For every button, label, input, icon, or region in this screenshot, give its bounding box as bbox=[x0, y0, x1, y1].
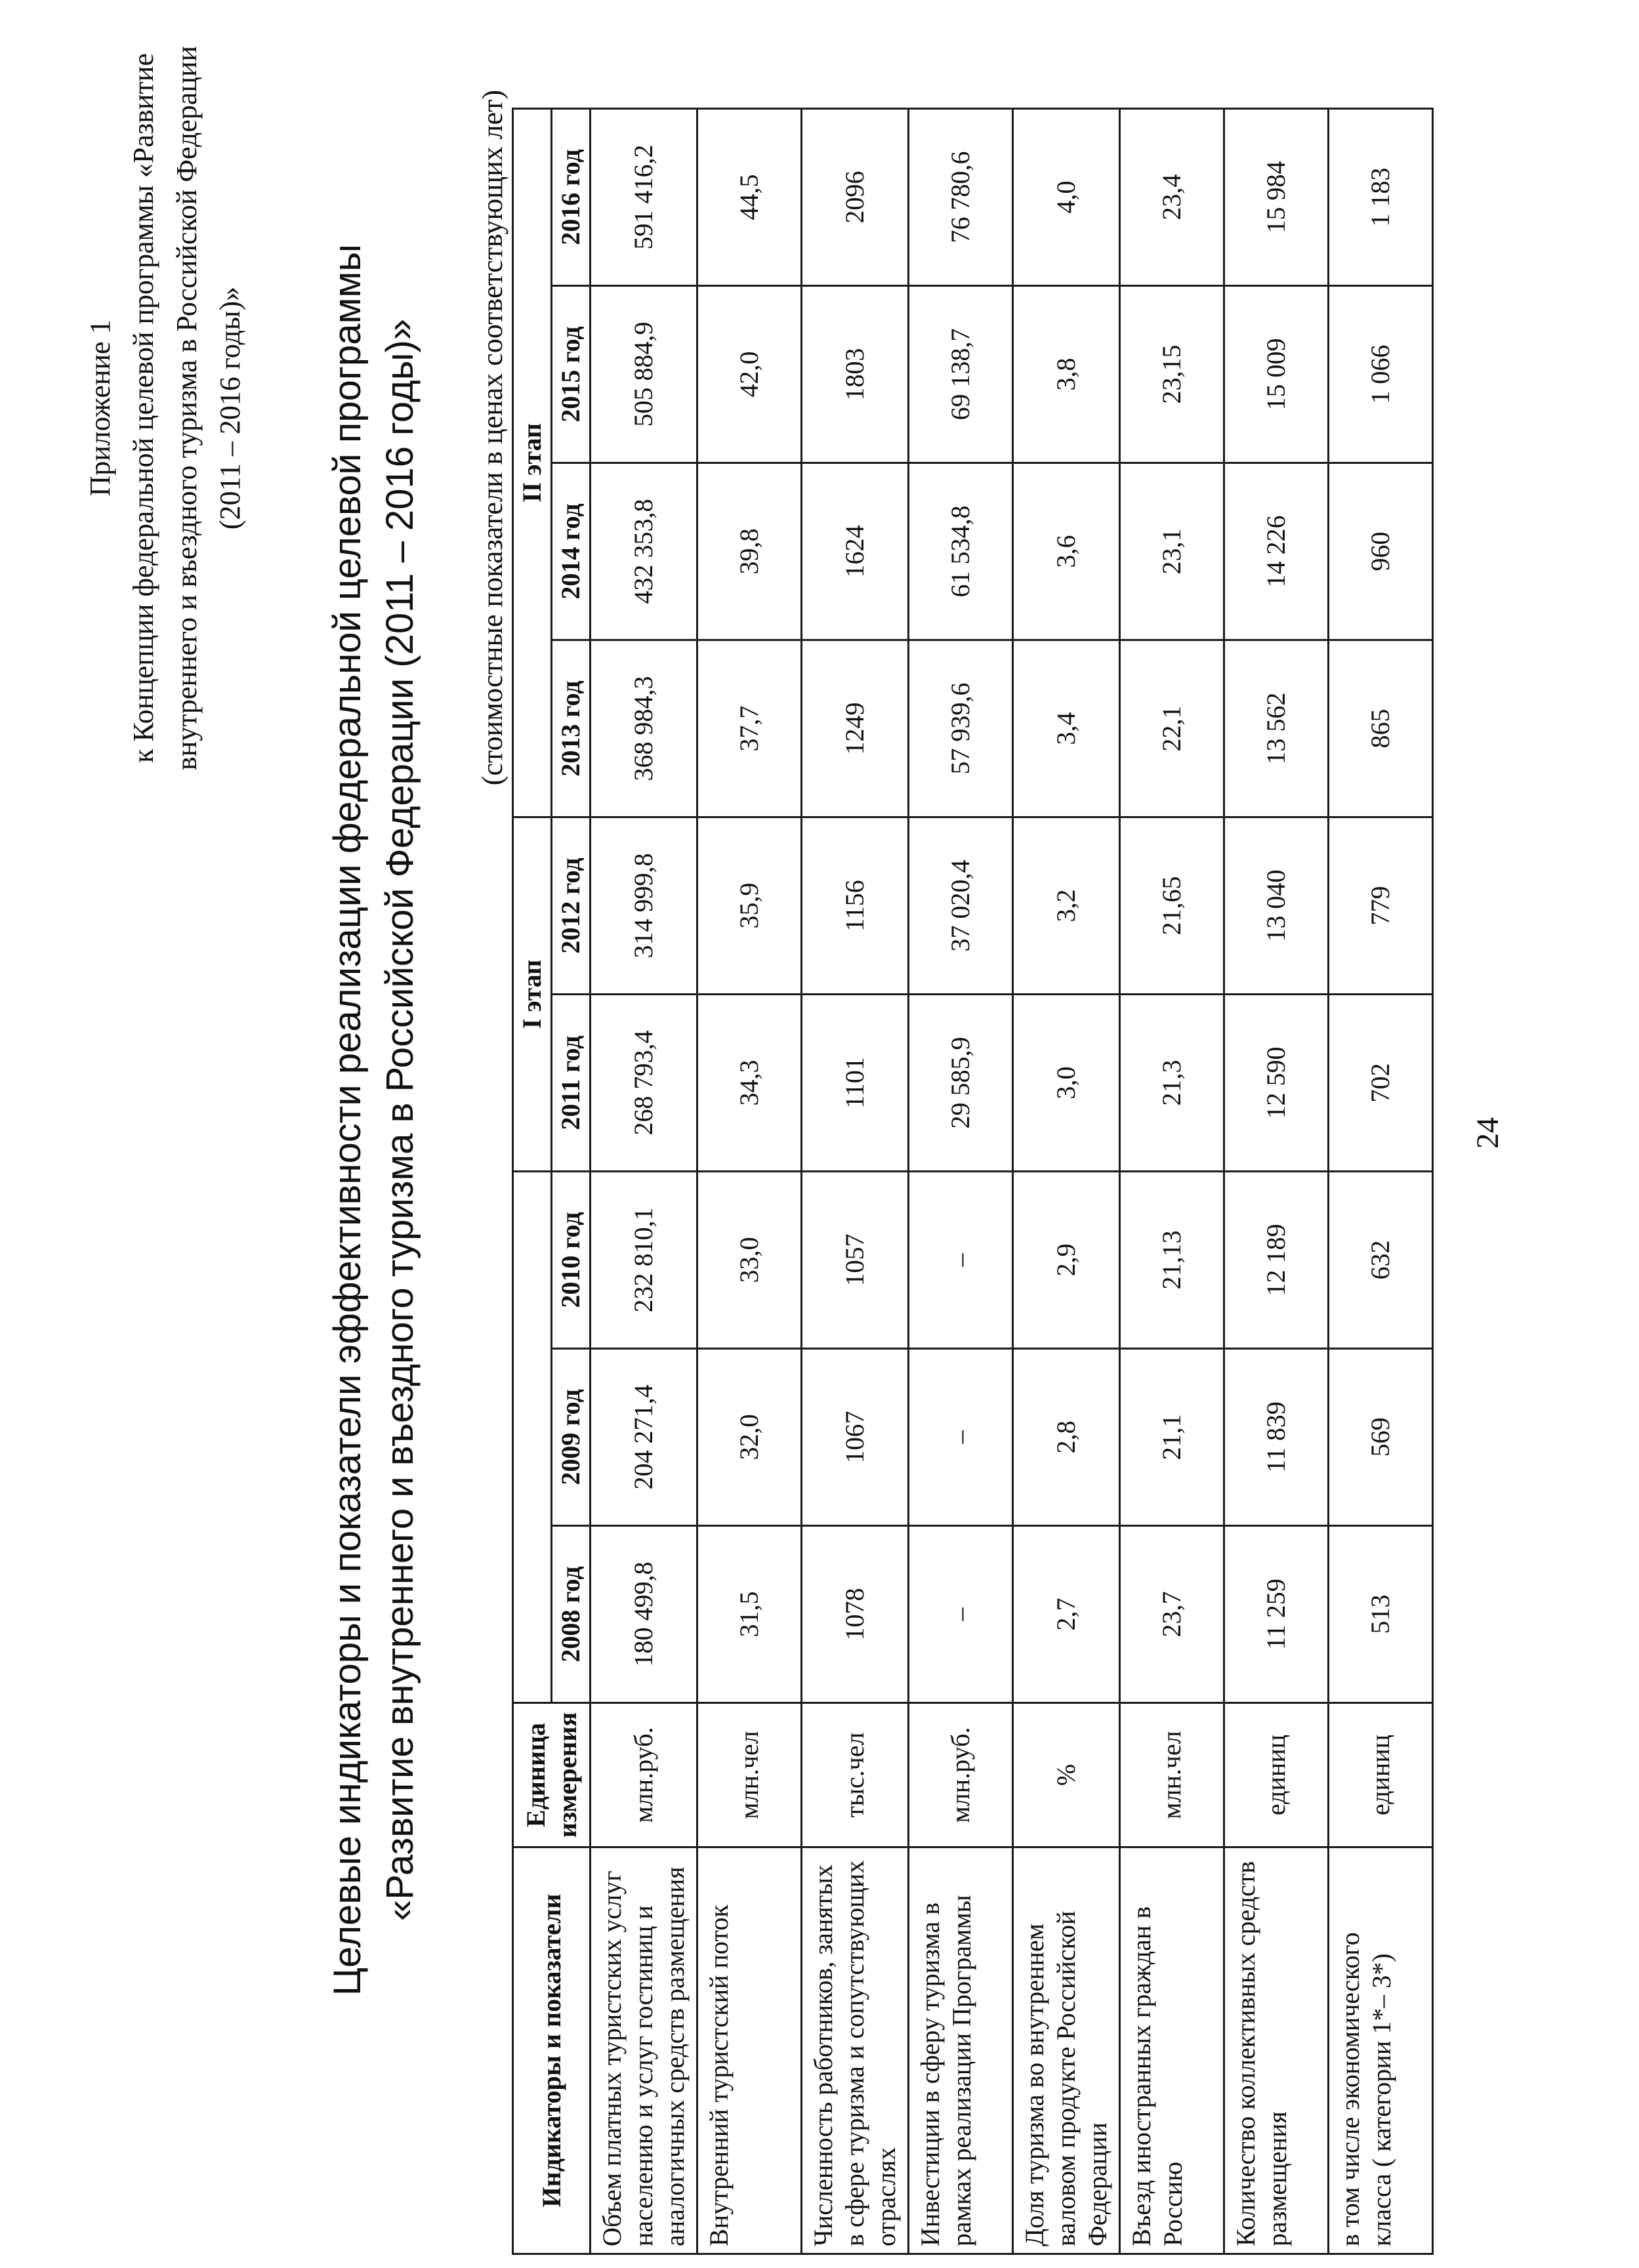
table-row bbox=[1013, 108, 1120, 2254]
value-cell: 1 066 bbox=[1329, 285, 1433, 463]
appendix-line-4: (2011 – 2016 годы)» bbox=[214, 286, 246, 530]
value-cell: 69 138,7 bbox=[909, 285, 1013, 463]
unit-cell: млн.руб. bbox=[591, 1703, 697, 1847]
value-cell: 42,0 bbox=[697, 285, 802, 463]
value-cell: 14 226 bbox=[1224, 463, 1329, 640]
value-cell: 37,7 bbox=[697, 640, 802, 817]
unit-cell: единиц bbox=[1224, 1703, 1329, 1847]
year-header: 2012 год bbox=[552, 817, 591, 994]
header-row-stages bbox=[513, 108, 552, 2254]
value-cell: 12 590 bbox=[1224, 994, 1329, 1171]
value-cell: 29 585,9 bbox=[909, 994, 1013, 1171]
indicator-label: Объем платных туристских услуг населению и услуг гостиниц и аналогичных средств размещения bbox=[591, 1847, 697, 2254]
unit-cell: млн.руб. bbox=[909, 1703, 1013, 1847]
value-cell: – bbox=[909, 1526, 1013, 1703]
unit-cell: млн.чел bbox=[697, 1703, 802, 1847]
title-line-1: Целевые индикаторы и показатели эффективности реализации федеральной целевой программы bbox=[326, 244, 369, 1996]
table-row bbox=[1120, 108, 1224, 2254]
year-header: 2008 год bbox=[552, 1526, 591, 1703]
value-cell: – bbox=[909, 1171, 1013, 1348]
indicator-label: Доля туризма во внутреннем валовом продукте Российской Федерации bbox=[1013, 1847, 1120, 2254]
value-cell: 569 bbox=[1329, 1349, 1433, 1526]
base-years-header bbox=[513, 1171, 552, 1702]
value-cell: 314 999,8 bbox=[591, 817, 697, 994]
value-cell: 13 040 bbox=[1224, 817, 1329, 994]
value-cell: 1101 bbox=[802, 994, 909, 1171]
value-cell: 15 984 bbox=[1224, 108, 1329, 285]
value-cell: 21,65 bbox=[1120, 817, 1224, 994]
indicators-table bbox=[512, 108, 1434, 2255]
stage-2-header: II этап bbox=[513, 108, 552, 817]
value-cell: 23,4 bbox=[1120, 108, 1224, 285]
value-cell: 11 259 bbox=[1224, 1526, 1329, 1703]
value-cell: 180 499,8 bbox=[591, 1526, 697, 1703]
value-cell: 1 183 bbox=[1329, 108, 1433, 285]
table-row bbox=[591, 108, 697, 2254]
value-cell: 76 780,6 bbox=[909, 108, 1013, 285]
value-cell: 2096 bbox=[802, 108, 909, 285]
value-cell: 702 bbox=[1329, 994, 1433, 1171]
unit-cell: % bbox=[1013, 1703, 1120, 1847]
value-cell: 21,1 bbox=[1120, 1349, 1224, 1526]
value-cell: 12 189 bbox=[1224, 1171, 1329, 1348]
value-cell: 513 bbox=[1329, 1526, 1433, 1703]
appendix-line-1: Приложение 1 bbox=[84, 320, 116, 497]
value-cell: 1057 bbox=[802, 1171, 909, 1348]
year-header: 2009 год bbox=[552, 1349, 591, 1526]
page-number: 24 bbox=[1470, 1117, 1505, 1149]
value-cell: 2,7 bbox=[1013, 1526, 1120, 1703]
unit-cell: тыс.чел bbox=[802, 1703, 909, 1847]
value-cell: 21,3 bbox=[1120, 994, 1224, 1171]
value-cell: 22,1 bbox=[1120, 640, 1224, 817]
year-header: 2010 год bbox=[552, 1171, 591, 1348]
value-cell: 61 534,8 bbox=[909, 463, 1013, 640]
unit-column-header: Единица измерения bbox=[513, 1703, 591, 1847]
table-row bbox=[697, 108, 802, 2254]
value-cell: 1803 bbox=[802, 285, 909, 463]
value-cell: 32,0 bbox=[697, 1349, 802, 1526]
table-row bbox=[1329, 108, 1433, 2254]
appendix-line-3: внутреннего и въездного туризма в Российской Федерации bbox=[171, 45, 203, 771]
value-cell: 1078 bbox=[802, 1526, 909, 1703]
value-cell: 3,6 bbox=[1013, 463, 1120, 640]
table-row bbox=[802, 108, 909, 2254]
value-cell: 779 bbox=[1329, 817, 1433, 994]
value-cell: 23,15 bbox=[1120, 285, 1224, 463]
value-cell: – bbox=[909, 1349, 1013, 1526]
value-cell: 1067 bbox=[802, 1349, 909, 1526]
indicator-label: Численность работников, занятых в сфере туризма и сопутствующих отраслях bbox=[802, 1847, 909, 2254]
value-cell: 204 271,4 bbox=[591, 1349, 697, 1526]
value-cell: 960 bbox=[1329, 463, 1433, 640]
unit-cell: единиц bbox=[1329, 1703, 1433, 1847]
value-cell: 632 bbox=[1329, 1171, 1433, 1348]
value-cell: 11 839 bbox=[1224, 1349, 1329, 1526]
price-note: (стоимостные показатели в ценах соответствующих лет) bbox=[476, 90, 508, 786]
value-cell: 268 793,4 bbox=[591, 994, 697, 1171]
value-cell: 3,0 bbox=[1013, 994, 1120, 1171]
appendix-header bbox=[79, 31, 252, 785]
year-header: 2014 год bbox=[552, 463, 591, 640]
value-cell: 34,3 bbox=[697, 994, 802, 1171]
value-cell: 23,1 bbox=[1120, 463, 1224, 640]
value-cell: 2,9 bbox=[1013, 1171, 1120, 1348]
indicator-label: Инвестиции в сферу туризма в рамках реализации Программы bbox=[909, 1847, 1013, 2254]
unit-cell: млн.чел bbox=[1120, 1703, 1224, 1847]
table-row bbox=[909, 108, 1013, 2254]
value-cell: 505 884,9 bbox=[591, 285, 697, 463]
document-title bbox=[322, 201, 426, 2038]
value-cell: 3,4 bbox=[1013, 640, 1120, 817]
value-cell: 4,0 bbox=[1013, 108, 1120, 285]
value-cell: 865 bbox=[1329, 640, 1433, 817]
indicator-label: в том числе экономического класса ( категории 1*– 3*) bbox=[1329, 1847, 1433, 2254]
year-header: 2015 год bbox=[552, 285, 591, 463]
value-cell: 15 009 bbox=[1224, 285, 1329, 463]
indicator-label: Количество коллективных средств размещения bbox=[1224, 1847, 1329, 2254]
value-cell: 591 416,2 bbox=[591, 108, 697, 285]
value-cell: 3,2 bbox=[1013, 817, 1120, 994]
title-line-2: «Развитие внутреннего и въездного туризма в Российской Федерации (2011 – 2016 годы)» bbox=[379, 319, 421, 1922]
value-cell: 13 562 bbox=[1224, 640, 1329, 817]
stage-1-header: I этап bbox=[513, 817, 552, 1171]
year-header: 2016 год bbox=[552, 108, 591, 285]
year-header: 2011 год bbox=[552, 994, 591, 1171]
year-header: 2013 год bbox=[552, 640, 591, 817]
value-cell: 1249 bbox=[802, 640, 909, 817]
value-cell: 21,13 bbox=[1120, 1171, 1224, 1348]
value-cell: 39,8 bbox=[697, 463, 802, 640]
value-cell: 2,8 bbox=[1013, 1349, 1120, 1526]
value-cell: 232 810,1 bbox=[591, 1171, 697, 1348]
value-cell: 31,5 bbox=[697, 1526, 802, 1703]
value-cell: 37 020,4 bbox=[909, 817, 1013, 994]
value-cell: 35,9 bbox=[697, 817, 802, 994]
indicator-label: Въезд иностранных граждан в Россию bbox=[1120, 1847, 1224, 2254]
indicator-column-header: Индикаторы и показатели bbox=[513, 1847, 591, 2254]
value-cell: 432 353,8 bbox=[591, 463, 697, 640]
value-cell: 57 939,6 bbox=[909, 640, 1013, 817]
value-cell: 33,0 bbox=[697, 1171, 802, 1348]
value-cell: 1624 bbox=[802, 463, 909, 640]
table-row bbox=[1224, 108, 1329, 2254]
value-cell: 1156 bbox=[802, 817, 909, 994]
value-cell: 44,5 bbox=[697, 108, 802, 285]
indicator-label: Внутренний туристский поток bbox=[697, 1847, 802, 2254]
appendix-line-2: к Концепции федеральной целевой программы «Развитие bbox=[127, 53, 159, 763]
value-cell: 3,8 bbox=[1013, 285, 1120, 463]
value-cell: 368 984,3 bbox=[591, 640, 697, 817]
value-cell: 23,7 bbox=[1120, 1526, 1224, 1703]
